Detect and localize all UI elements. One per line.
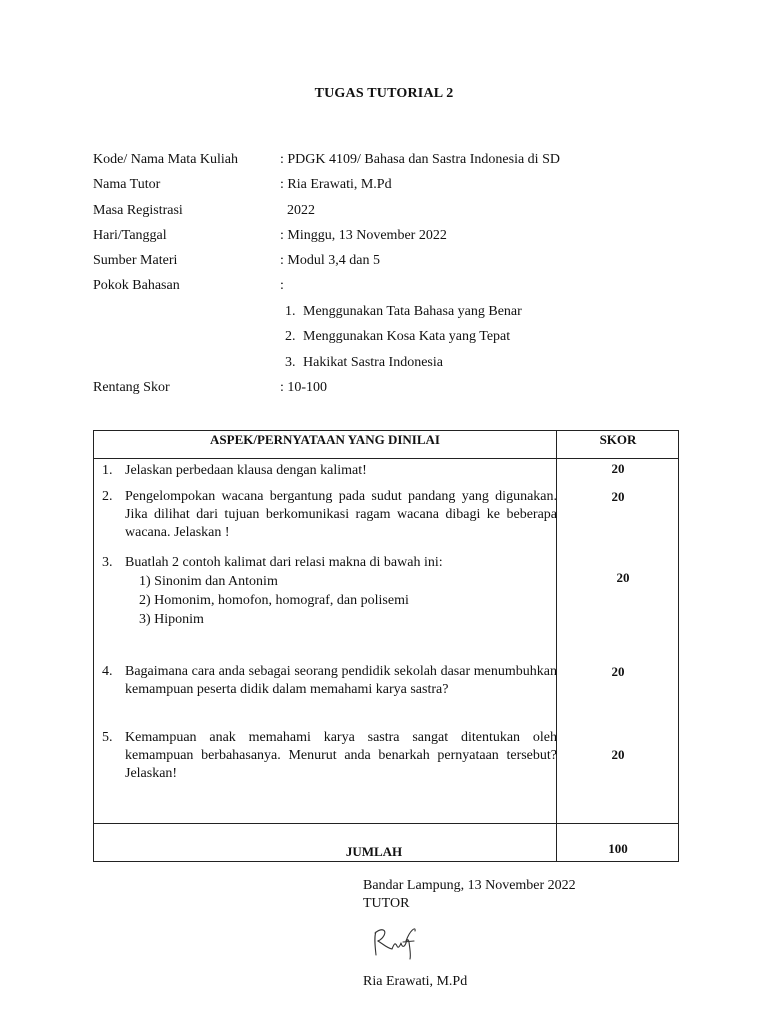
question-text: Bagaimana cara anda sebagai seorang pendidik sekolah dasar menumbuhkan kemampuan peserta didik dalam memahami karya sastra? xyxy=(125,664,557,697)
list-item xyxy=(285,355,522,380)
signature-image xyxy=(370,922,422,962)
info-value: : 10-100 xyxy=(280,380,328,395)
topic-text: Menggunakan Tata Bahasa yang Benar xyxy=(303,304,522,319)
list-item: 3) Hiponim xyxy=(139,612,204,627)
question-number: 4. xyxy=(102,664,113,679)
question-text: Kemampuan anak memahami karya sastra sangat ditentukan oleh kemampuan berbahasanya. Menurut anda benarkah pernyataan tersebut? Jelaskan! xyxy=(125,730,557,781)
closing-block xyxy=(363,877,576,913)
question-2 xyxy=(102,488,557,542)
question-number: 1. xyxy=(102,463,113,478)
total-score: 100 xyxy=(608,841,628,856)
info-label: Sumber Materi xyxy=(93,253,178,269)
info-row-course xyxy=(93,152,693,177)
sub-list xyxy=(139,572,557,629)
topic-list xyxy=(285,304,522,380)
signer-role: TUTOR xyxy=(363,896,410,911)
total-divider xyxy=(94,823,678,824)
total-label: JUMLAH xyxy=(345,844,403,859)
list-item xyxy=(285,329,522,354)
signer-name: Ria Erawati, M.Pd xyxy=(363,974,468,989)
header-score: SKOR xyxy=(599,432,637,447)
question-text: Buatlah 2 contoh kalimat dari relasi makna di bawah ini: xyxy=(125,555,443,570)
topic-number: 1. xyxy=(285,304,296,319)
question-1 xyxy=(102,462,557,480)
question-number: 3. xyxy=(102,555,113,570)
score-range xyxy=(93,380,693,405)
info-value: : PDGK 4109/ Bahasa dan Sastra Indonesia di SD xyxy=(280,152,560,167)
assessment-table xyxy=(93,430,679,862)
topic-number: 3. xyxy=(285,354,296,370)
course-info xyxy=(93,152,693,304)
list-item: 1) Sinonim dan Antonim xyxy=(139,574,278,589)
info-label: Rentang Skor xyxy=(93,380,170,395)
list-item: 2) Homonim, homofon, homograf, dan polisemi xyxy=(139,593,409,608)
question-number: 2. xyxy=(102,489,113,504)
info-label: Kode/ Nama Mata Kuliah xyxy=(93,152,239,167)
header-aspect: ASPEK/PERNYATAAN YANG DINILAI xyxy=(210,432,440,447)
info-value: : Ria Erawati, M.Pd xyxy=(280,177,392,193)
info-row-registration xyxy=(93,203,693,228)
info-value: : Modul 3,4 dan 5 xyxy=(280,253,380,269)
info-label: Masa Registrasi xyxy=(93,202,183,218)
topic-number: 2. xyxy=(285,329,296,345)
question-number: 5. xyxy=(102,730,113,745)
info-value: 2022 xyxy=(280,202,315,218)
place-date: Bandar Lampung, 13 November 2022 xyxy=(363,878,576,893)
question-3 xyxy=(102,554,557,629)
info-label: Pokok Bahasan xyxy=(93,278,180,294)
question-score: 20 xyxy=(611,747,625,762)
info-row-date xyxy=(93,228,693,253)
header-divider xyxy=(94,458,678,459)
question-score: 20 xyxy=(611,664,625,679)
info-value: : Minggu, 13 November 2022 xyxy=(280,227,447,243)
topic-text: Menggunakan Kosa Kata yang Tepat xyxy=(303,329,511,345)
info-label: Hari/Tanggal xyxy=(93,227,167,243)
question-text: Pengelompokan wacana bergantung pada sudut pandang yang digunakan. Jika dilihat dari tujuan berkomunikasi ragam wacana dibagi ke beberapa wacana. Jelaskan ! xyxy=(125,489,557,540)
question-score: 20 xyxy=(611,461,625,476)
question-5 xyxy=(102,729,557,783)
info-row-topic xyxy=(93,278,693,303)
document-title: TUGAS TUTORIAL 2 xyxy=(314,86,454,101)
info-value: : xyxy=(280,278,284,294)
question-score: 20 xyxy=(611,489,625,504)
info-row-tutor xyxy=(93,177,693,202)
info-row-source xyxy=(93,253,693,278)
info-label: Nama Tutor xyxy=(93,177,161,193)
info-row-range xyxy=(93,380,693,405)
question-text: Jelaskan perbedaan klausa dengan kalimat! xyxy=(125,463,367,478)
question-4 xyxy=(102,663,557,699)
list-item xyxy=(285,304,522,329)
topic-text: Hakikat Sastra Indonesia xyxy=(303,354,443,370)
question-score: 20 xyxy=(616,570,630,585)
